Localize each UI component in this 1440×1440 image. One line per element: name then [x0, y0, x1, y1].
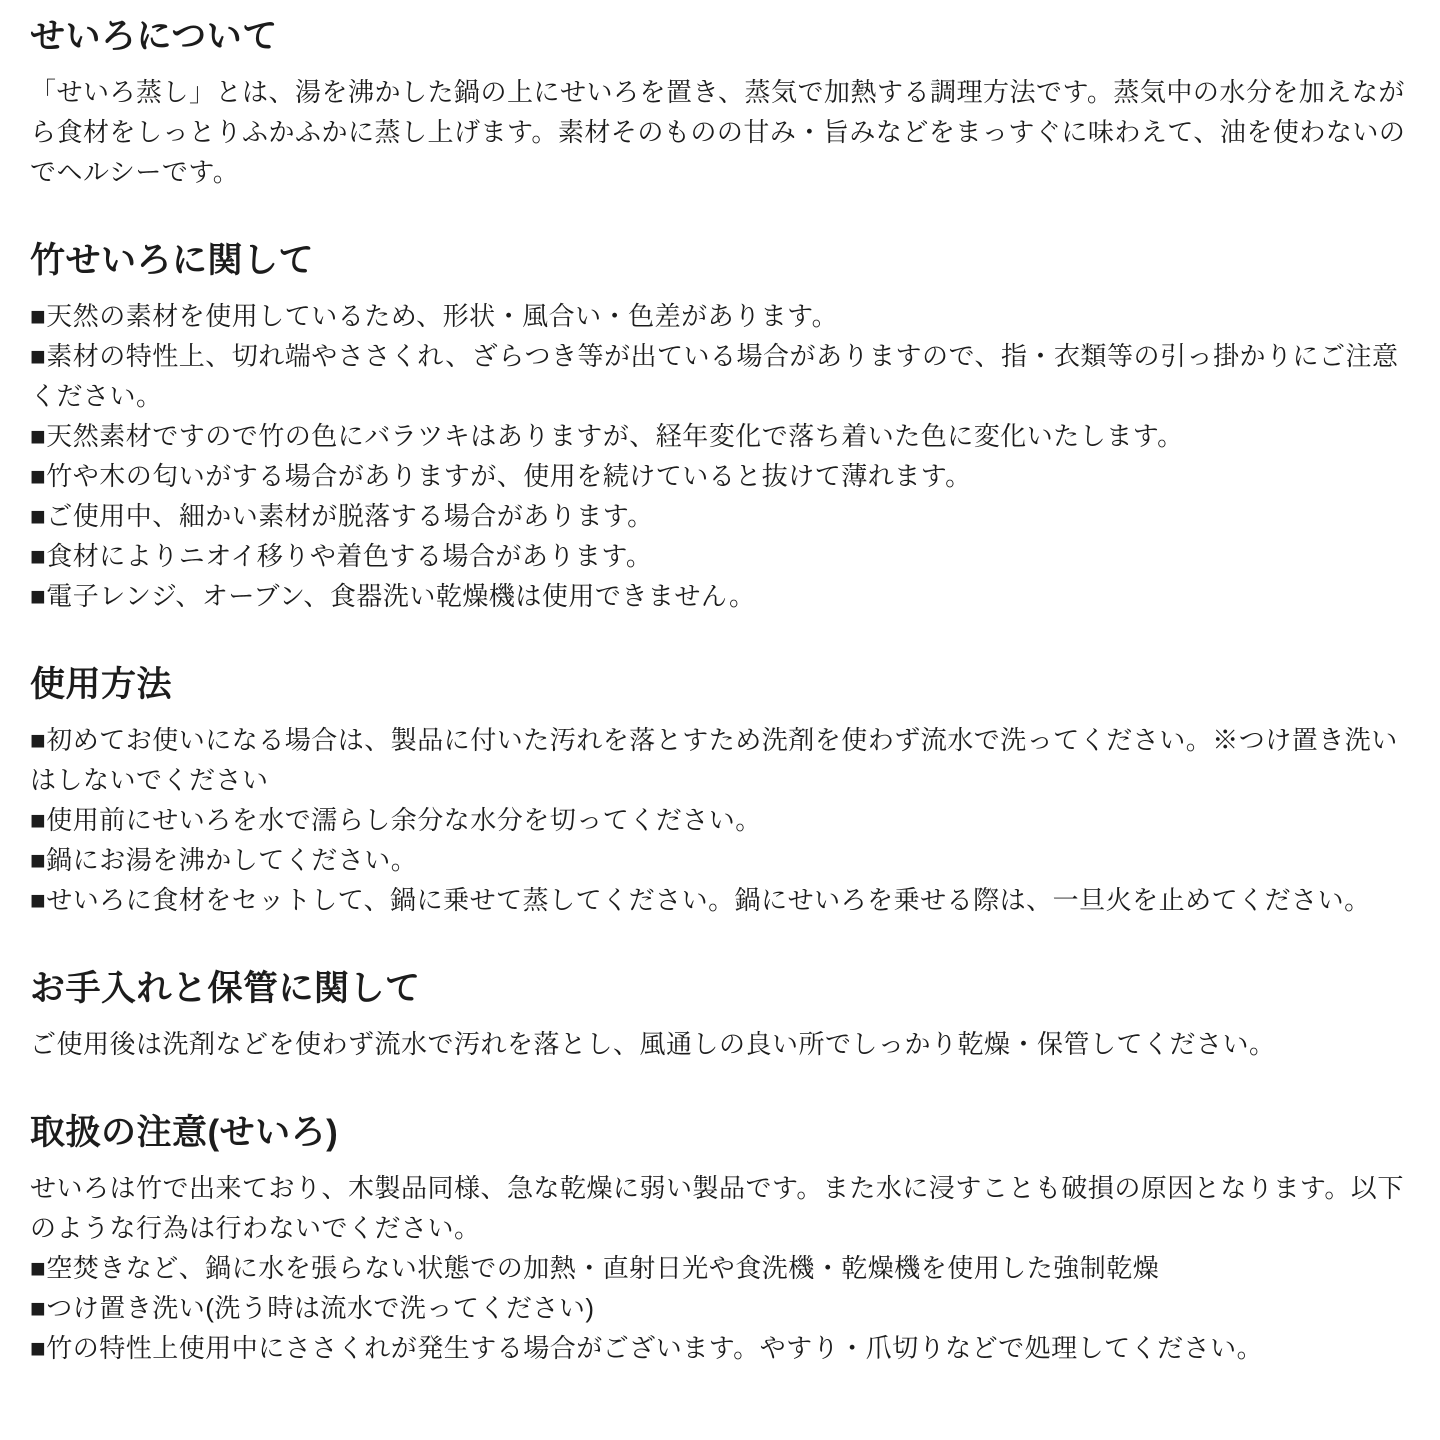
- about-seiro-heading: せいろについて: [30, 17, 278, 56]
- care-storage-heading: お手入れと保管に関して: [30, 969, 421, 1008]
- handling-caution-heading: 取扱の注意(せいろ): [30, 1113, 339, 1152]
- bamboo-note-item: ■天然素材ですので竹の色にバラツキはありますが、経年変化で落ち着いた色に変化いたします。: [30, 421, 1184, 451]
- usage-step-item: ■初めてお使いになる場合は、製品に付いた汚れを落とすため洗剤を使わず流水で洗ってください。※つけ置き洗いはしないでください: [30, 725, 1398, 795]
- bamboo-note-item: ■竹や木の匂いがする場合がありますが、使用を続けていると抜けて薄れます。: [30, 461, 972, 491]
- usage-step-item: ■鍋にお湯を沸かしてください。: [30, 845, 418, 875]
- handling-caution-item: ■竹の特性上使用中にささくれが発生する場合がございます。やすり・爪切りなどで処理してください。: [30, 1333, 1264, 1363]
- bamboo-seiro-heading: 竹せいろに関して: [30, 241, 315, 280]
- bamboo-note-item: ■電子レンジ、オーブン、食器洗い乾燥機は使用できません。: [30, 581, 756, 611]
- handling-caution-paragraph: せいろは竹で出来ており、木製品同様、急な乾燥に弱い製品です。また水に浸すことも破損の原因となります。以下のような行為は行わないでください。: [30, 1173, 1404, 1243]
- usage-step-item: ■せいろに食材をセットして、鍋に乗せて蒸してください。鍋にせいろを乗せる際は、一旦火を止めてください。: [30, 885, 1371, 915]
- handling-caution-item: ■つけ置き洗い(洗う時は流水で洗ってください): [30, 1293, 595, 1323]
- care-storage-paragraph: ご使用後は洗剤などを使わず流水で汚れを落とし、風通しの良い所でしっかり乾燥・保管してください。: [30, 1029, 1276, 1059]
- bamboo-note-item: ■素材の特性上、切れ端やささくれ、ざらつき等が出ている場合がありますので、指・衣類等の引っ掛かりにご注意ください。: [30, 341, 1399, 411]
- handling-caution-item: ■空焚きなど、鍋に水を張らない状態での加熱・直射日光や食洗機・乾燥機を使用した強制乾燥: [30, 1253, 1160, 1283]
- bamboo-note-item: ■ご使用中、細かい素材が脱落する場合があります。: [30, 501, 654, 531]
- section-usage-instructions: [30, 662, 1410, 920]
- section-about-seiro: [30, 14, 1410, 192]
- about-seiro-paragraph: 「せいろ蒸し」とは、湯を沸かした鍋の上にせいろを置き、蒸気で加熱する調理方法です。蒸気中の水分を加えながら食材をしっとりふかふかに蒸し上げます。素材そのものの甘み・旨みなどをまっすぐに味わえて、油を使わないのでヘルシーです。: [30, 77, 1406, 187]
- bamboo-note-item: ■天然の素材を使用しているため、形状・風合い・色差があります。: [30, 301, 839, 331]
- section-bamboo-seiro-notes: [30, 238, 1410, 616]
- bamboo-note-item: ■食材によりニオイ移りや着色する場合があります。: [30, 541, 653, 571]
- section-care-storage: [30, 966, 1410, 1064]
- section-handling-caution: [30, 1110, 1410, 1368]
- usage-heading: 使用方法: [30, 665, 173, 704]
- usage-step-item: ■使用前にせいろを水で濡らし余分な水分を切ってください。: [30, 805, 762, 835]
